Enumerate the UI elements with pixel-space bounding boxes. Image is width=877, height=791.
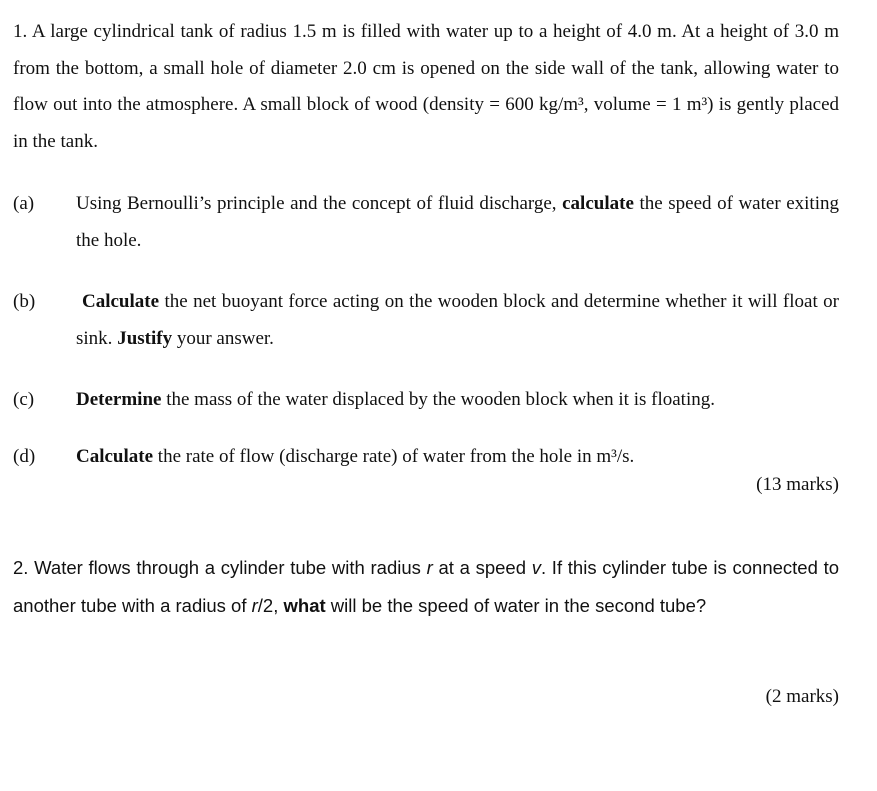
variable-r: r bbox=[426, 557, 433, 578]
question-1-marks: (13 marks) bbox=[756, 474, 839, 495]
question-2-text-post: will be the speed of water in the second tube? bbox=[325, 594, 707, 616]
part-b-keyword-justify: Justify bbox=[117, 328, 173, 349]
question-1-part-d bbox=[13, 438, 839, 475]
question-2-fraction: /2, bbox=[257, 594, 284, 616]
part-c-text-post: the mass of the water displaced by the wooden block when it is floating. bbox=[161, 389, 715, 410]
part-d-keyword: Calculate bbox=[76, 446, 154, 467]
part-a-text bbox=[76, 185, 839, 259]
part-c-label: (c) bbox=[13, 389, 35, 410]
part-b-text bbox=[76, 283, 839, 357]
question-2-text-mid2: . If this cylinder tube is connected to another tube with a radius of bbox=[13, 557, 839, 616]
variable-v: v bbox=[531, 557, 541, 578]
part-b-text-post: your answer. bbox=[172, 328, 274, 349]
part-c-text bbox=[76, 381, 839, 418]
question-1-part-b bbox=[13, 283, 839, 357]
part-b-label: (b) bbox=[13, 291, 36, 312]
variable-r-second: r bbox=[251, 594, 258, 616]
part-d-text bbox=[76, 438, 839, 475]
question-1-stem-text: 1. A large cylindrical tank of radius 1.5 m is filled with water up to a height of 4.0 m. At a height of 3.0 m from the bottom, a small hole of diameter 2.0 cm is opened on the side wall of the tank, allowing water to flow out into the atmosphere. A small block of wood (density = 600 kg/m³, volume = 1 m³) is gently placed in the tank. bbox=[13, 21, 839, 152]
question-1-part-a bbox=[13, 185, 839, 259]
part-b-keyword-calculate: Calculate bbox=[82, 291, 160, 312]
part-a-text-post: the speed of water exiting the hole. bbox=[76, 193, 839, 251]
part-b-text-mid: the net buoyant force acting on the wooden block and determine whether it will float or sink. bbox=[76, 291, 839, 349]
part-c-keyword: Determine bbox=[76, 389, 162, 410]
part-a-label: (a) bbox=[13, 193, 35, 214]
part-d-text-post: the rate of flow (discharge rate) of water from the hole in m³/s. bbox=[153, 446, 635, 467]
question-2-stem bbox=[13, 549, 839, 624]
question-2-keyword: what bbox=[283, 594, 326, 616]
part-d-label: (d) bbox=[13, 446, 36, 467]
question-1-stem bbox=[13, 14, 839, 160]
part-a-keyword: calculate bbox=[562, 193, 634, 214]
question-2-marks: (2 marks) bbox=[765, 686, 839, 707]
question-2-text-mid1: at a speed bbox=[432, 557, 532, 578]
question-1-part-c bbox=[13, 381, 839, 418]
question-2-text-pre: 2. Water flows through a cylinder tube with radius bbox=[13, 557, 427, 578]
part-a-text-pre: Using Bernoulli’s principle and the concept of fluid discharge, bbox=[76, 193, 563, 214]
